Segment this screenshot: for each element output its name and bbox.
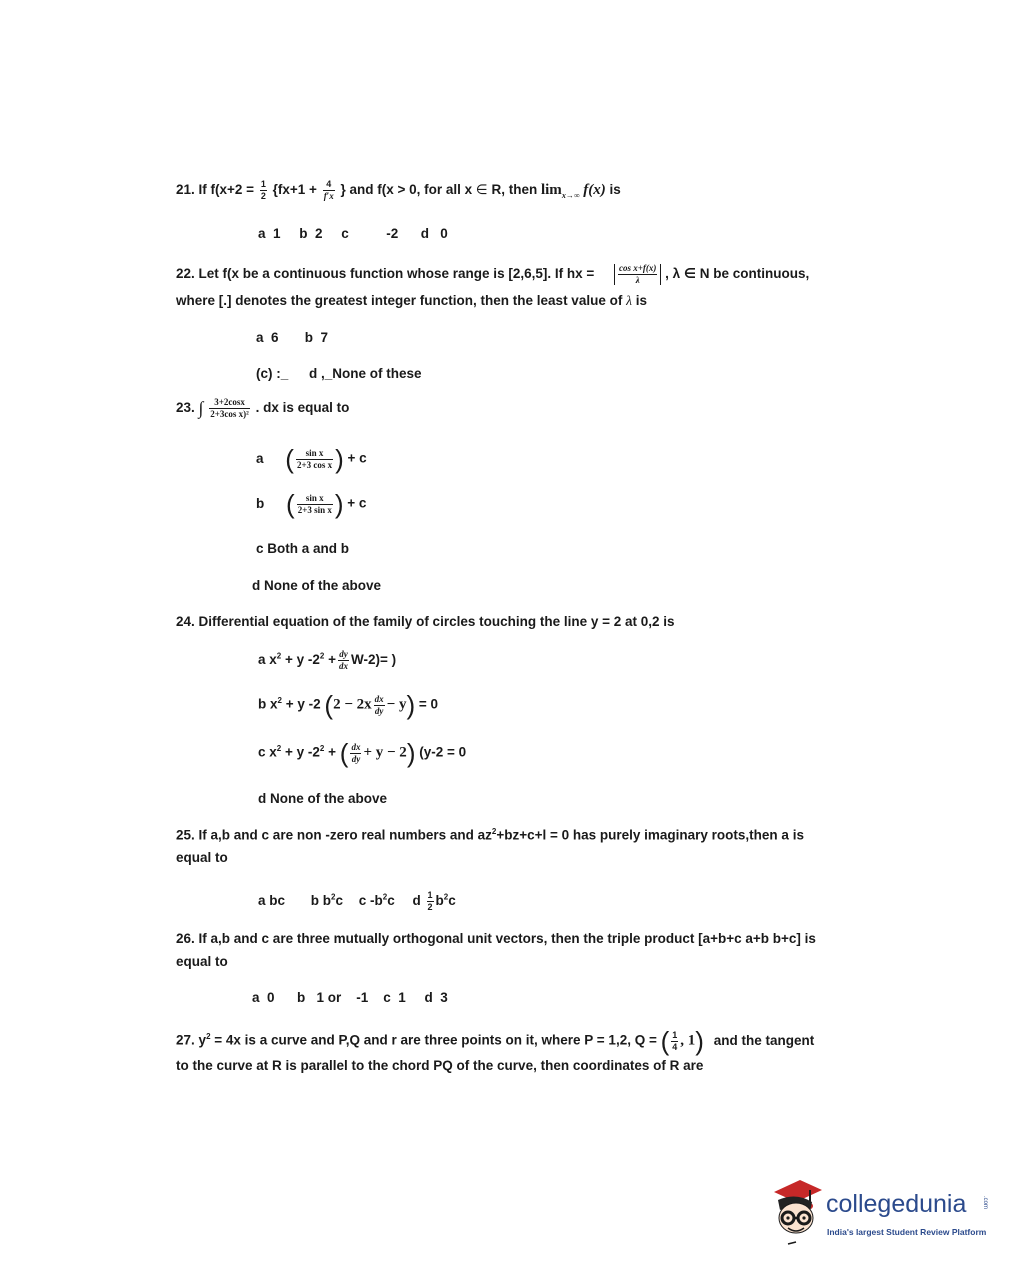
logo-wordmark: collegedunia xyxy=(826,1190,967,1218)
question-26: 26. If a,b and c are three mutually orthogonal unit vectors, then the triple product [a+b+c a+b b+c] is xyxy=(176,931,816,946)
question-24: 24. Differential equation of the family of circles touching the line y = 2 at 0,2 is xyxy=(176,614,675,629)
question-23: 23. ∫ $\frac{3+2\cos x}{\text{2+3cos x)²}}$ . dx is equal to xyxy=(176,397,350,419)
logo-tagline: India's largest Student Review Platform xyxy=(827,1227,987,1237)
question-22-options-ab: a 6 b 7 xyxy=(256,330,329,345)
question-27: 27. $y^2 = 4x$ is a curve and P,Q and r are three points on it, where P = 1,2, Q = ( $\frac{1}{4}$ , 1) and the tangent xyxy=(176,1026,815,1056)
question-number: 26. xyxy=(176,931,195,946)
question-26-line2: equal to xyxy=(176,954,228,969)
question-24-option-c: c $x^2 + y$ $-2^2$ + ( $\frac{dx}{dy}$ + y − 2) (y-2 = 0 xyxy=(258,738,467,768)
question-24-option-d: d None of the above xyxy=(258,791,388,806)
logo-com: .com xyxy=(982,1196,988,1210)
question-25-line2: equal to xyxy=(176,850,228,865)
question-27-line2: to the curve at R is parallel to the chord PQ of the curve, then coordinates of R are xyxy=(176,1058,704,1073)
fraction-4-over-fx: $\frac{4}{f'x}$ xyxy=(323,179,334,201)
lambda-symbol: λ xyxy=(626,293,632,308)
question-26-options: a 0 b 1 or -1 c 1 d 3 xyxy=(252,990,448,1005)
question-25-options: a bc b $b^2c$ c $-b^2c$ d $\frac{1}{2}$ $b^2c$ xyxy=(258,890,456,912)
question-number: 27. xyxy=(176,1032,195,1048)
question-23-option-b: b ( $\frac{\text{sin x}}{\text{2+3 sin x}}$ ) + c xyxy=(256,489,367,519)
question-22-option-c: (c) :_ xyxy=(256,366,289,381)
integrand-fraction: $\frac{3+2\cos x}{\text{2+3cos x)²}}$ xyxy=(210,397,249,419)
mascot-icon xyxy=(766,1178,824,1248)
limit: $\lim_{x\to\infty}$ xyxy=(540,182,580,201)
question-23-option-d: d None of the above xyxy=(252,578,382,593)
question-22: 22. Let f(x be a continuous function whose range is [2,6,5]. If hx = $\frac{\text{cos x+f(x)}}{\lambda}$ , λ ∈ N be continuous, xyxy=(176,263,810,285)
question-number: 24. xyxy=(176,614,195,629)
question-25: 25. If a,b and c are non -zero real numbers and $az^2+bz+c+l = 0$ has purely imaginary roots,then a is xyxy=(176,827,804,843)
question-23-option-c: c Both a and b xyxy=(256,541,350,556)
element-of-symbol: ∈ xyxy=(475,182,488,198)
question-24-option-a: a $x^2 + y$ $-2^2$ + $\frac{dy}{dx}$ W-2)= ) xyxy=(258,649,397,671)
integral-symbol: ∫ xyxy=(198,398,204,418)
question-21-options: a 1 b 2 c -2 d 0 xyxy=(258,226,448,241)
question-number: 23. xyxy=(176,400,195,416)
question-21: 21. If f(x+2 = $\frac{1}{2}$ {fx+1 + $\frac{4}{f'x}$ } and f(x > 0, for all x ∈ R, then $\lim_{x\to\infty} f(x)$ is xyxy=(176,179,621,201)
question-number: 25. xyxy=(176,827,195,843)
fraction-half: $\frac{1}{2}$ xyxy=(260,179,266,201)
question-23-option-a: a ( $\frac{\text{sin x}}{\text{2+3 cos x}}$ ) + c xyxy=(256,444,367,474)
question-24-option-b: b $x^2 + y$ -2 (2 − 2x $\frac{dx}{dy}$ − y) = 0 xyxy=(258,690,439,720)
question-number: 21. xyxy=(176,182,195,198)
question-22-line2: where [.] denotes the greatest integer function, then the least value of λ is xyxy=(176,293,647,308)
collegedunia-logo xyxy=(766,1178,996,1248)
question-number: 22. xyxy=(176,266,195,282)
greatest-integer-bracket: $\frac{\text{cos x+f(x)}}{\lambda}$ xyxy=(614,264,661,285)
question-22-option-d: d ,_None of these xyxy=(309,366,422,381)
